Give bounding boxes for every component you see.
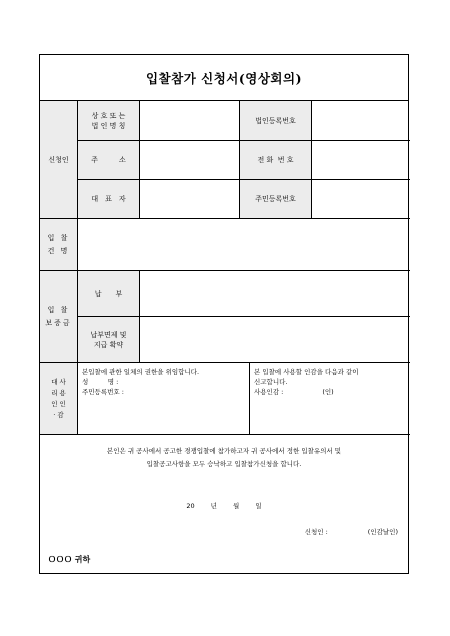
- phone-number-field[interactable]: [312, 141, 410, 180]
- seal-placeholder: (인감날인): [367, 528, 398, 536]
- company-name-field[interactable]: [140, 101, 240, 141]
- addressee: ＯＯＯ 귀하: [48, 555, 91, 564]
- seal-declaration-box[interactable]: [250, 363, 410, 435]
- deposit-payment-field[interactable]: [140, 271, 410, 317]
- seal-declaration-statement-cont: 신고합니다.: [254, 378, 288, 386]
- address-label: 주 소: [78, 141, 140, 180]
- delegation-statement: 본입찰에 관한 일체의 권한을 위임합니다.: [82, 368, 200, 376]
- representative-field[interactable]: [140, 180, 240, 219]
- deposit-exemption-field[interactable]: [140, 317, 410, 363]
- resident-reg-number-label: 주민등록번호: [240, 180, 312, 219]
- agent-resident-number-line: 주민등록번호 :: [82, 388, 124, 396]
- signature-label: 신청인 :: [304, 528, 328, 536]
- agent-seal-label: 대 사 리 용 인 인 · 감: [40, 363, 78, 435]
- phone-number-label: 전 화 번 호: [240, 141, 312, 180]
- pledge-section: [40, 435, 408, 575]
- resident-reg-number-field[interactable]: [312, 180, 410, 219]
- agent-name-line: 성 명 :: [82, 378, 119, 386]
- pledge-line-2: 입찰공고사항을 모두 승낙하고 입찰참가신청을 합니다.: [146, 460, 302, 468]
- bid-application-form: [39, 54, 409, 574]
- applicant-section-label: 신청인: [40, 101, 78, 219]
- corporate-reg-number-field[interactable]: [312, 101, 410, 141]
- bid-deposit-label: 입 찰 보증금: [40, 271, 78, 363]
- seal-declaration-statement: 본 입찰에 사용할 인감을 다음과 같이: [254, 368, 359, 376]
- deposit-payment-label: 납 부: [78, 271, 140, 317]
- bid-item-label: 입 찰 건 명: [40, 219, 78, 271]
- company-name-label: 상 호 또 는 법 인 명 칭: [78, 101, 140, 141]
- pledge-line-1: 본인은 귀 공사에서 공고한 경쟁입찰에 참가하고자 귀 공사에서 정한 입찰유의서 및: [106, 447, 342, 455]
- date-line: 20 년 월 일: [186, 502, 262, 510]
- agent-delegation-box[interactable]: [78, 363, 250, 435]
- seal-used-line: 사용인감 : (인): [254, 388, 334, 396]
- deposit-exemption-label: 납부면제 및 지급 확약: [78, 317, 140, 363]
- signature-line: [305, 527, 398, 536]
- address-field[interactable]: [140, 141, 240, 180]
- bid-item-field[interactable]: [78, 219, 410, 271]
- corporate-reg-number-label: 법인등록번호: [240, 101, 312, 141]
- representative-label: 대 표 자: [78, 180, 140, 219]
- pledge-text: [40, 445, 408, 471]
- form-title: 입찰참가 신청서(영상회의): [40, 55, 408, 101]
